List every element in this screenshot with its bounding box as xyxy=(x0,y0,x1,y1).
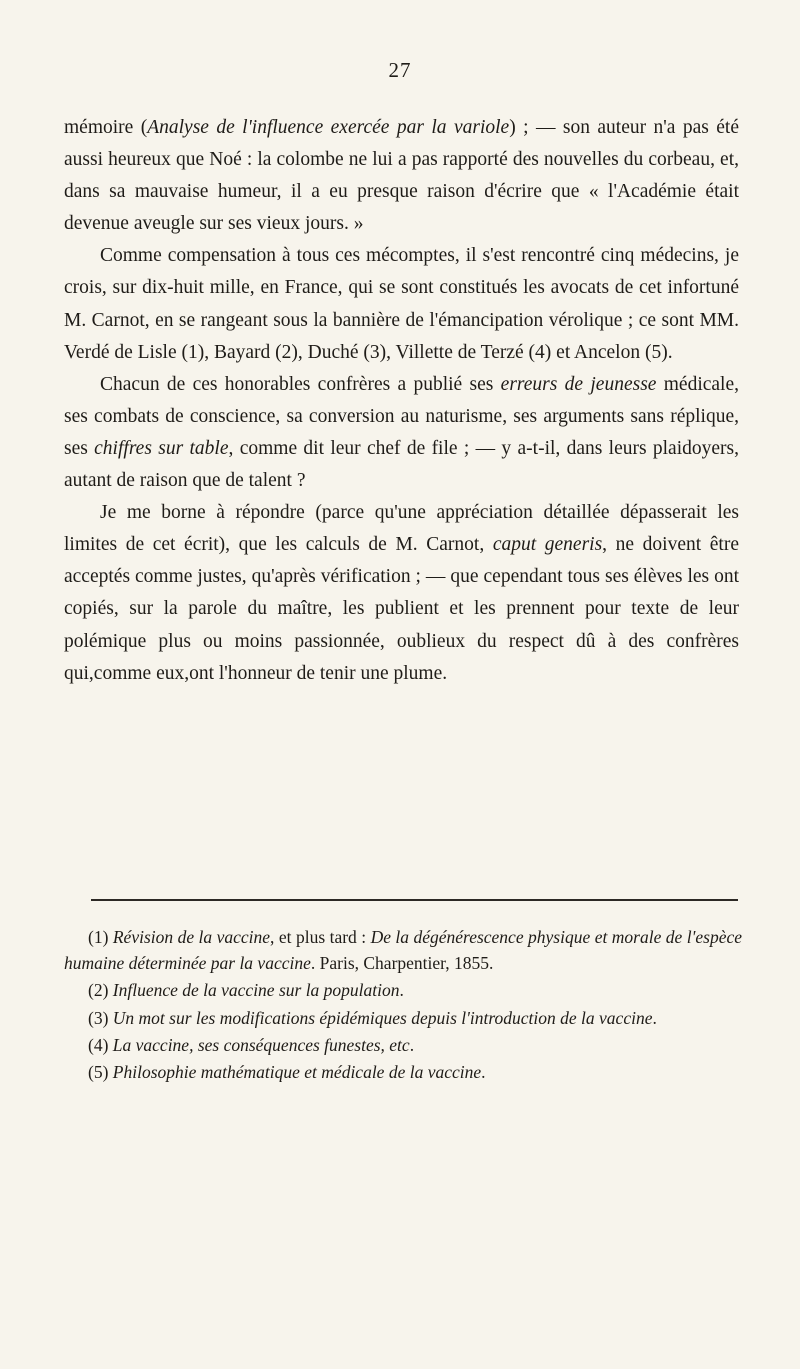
text-run: . xyxy=(399,980,404,1001)
text-run: Je me borne à répondre (parce qu'une appréciation détaillée dépasserait les limites de cet écrit), que les calculs de M. Carnot, xyxy=(64,502,739,556)
text-run: ) ; — son auteur n'a pas été aussi heureux que Noé : la colombe ne lui a pas rapporté des nouvelles du corbeau, et, dans sa mauvaise humeur, il a eu presque raison d'écrire que « l'Académie était devenue aveugle sur ses vieux jours. » xyxy=(64,117,739,235)
paragraph-3 xyxy=(64,369,739,497)
text-run: , comme dit leur chef de file ; — y a-t-il, dans leurs plaidoyers, autant de raison que de talent ? xyxy=(64,437,739,492)
emphasis: erreurs de jeunesse xyxy=(500,373,657,395)
footnote-5 xyxy=(64,1059,742,1085)
emphasis: chiffres sur table xyxy=(94,437,229,459)
footnote-2 xyxy=(64,977,742,1003)
work-title: Analyse de l'influence exercée par la variole xyxy=(147,117,510,138)
footnote-3 xyxy=(64,1005,742,1031)
paragraph-4 xyxy=(64,497,739,690)
text-run: . xyxy=(652,1007,657,1028)
footnote-marker: (5) xyxy=(88,1062,113,1083)
work-title: Un mot sur les modifications épidémiques depuis l'introduction de la vaccine xyxy=(112,1007,653,1028)
emphasis: caput generis xyxy=(492,534,603,556)
text-run: , et plus tard : xyxy=(270,927,371,947)
main-text xyxy=(64,112,739,690)
paragraph-1 xyxy=(64,112,739,240)
text-run: Comme compensation à tous ces mécomptes, il s'est rencontré cinq médecins, je crois, sur dix-huit mille, en France, qui se sont constitués les avocats de cet infortuné M. Carnot, en se rangeant sous la bannière de l'émancipation vérolique ; ce sont MM. Verdé de Lisle (1), Bayard (2), Duché (3), Villette de Terzé (4) et Ancelon (5). xyxy=(64,245,739,363)
work-title: La vaccine, ses conséquences funestes, etc xyxy=(112,1034,410,1055)
footnote-marker: (4) xyxy=(88,1034,113,1055)
work-title: Révision de la vaccine xyxy=(112,927,271,947)
text-run: . xyxy=(481,1062,486,1083)
text-run: . Paris, Charpentier, 1855. xyxy=(310,953,494,974)
work-title: Philosophie mathématique et médicale de la vaccine xyxy=(112,1062,482,1083)
footnote-1 xyxy=(64,924,742,976)
footnote-marker: (2) xyxy=(88,980,113,1001)
page-number: 27 xyxy=(388,58,412,82)
text-run: , ne doivent être acceptés comme justes, qu'après vérification ; — que cependant tous ses élèves les ont copiés, sur la parole du maître, les publient et les prennent pour texte de leur polémique plus ou moins passionnée, oublieux du respect dû à des confrères qui,comme eux,ont l'honneur de tenir une plume. xyxy=(64,534,739,684)
footnotes xyxy=(64,924,742,1086)
text-run: Chacun de ces honorables confrères a publié ses xyxy=(100,373,501,395)
text-run: médicale, ses combats de conscience, sa conversion au naturisme, ses arguments sans réplique, ses xyxy=(64,373,740,459)
work-title: Influence de la vaccine sur la population xyxy=(112,980,400,1001)
footnote-4 xyxy=(64,1032,742,1058)
paragraph-2 xyxy=(64,240,739,368)
text-run: mémoire ( xyxy=(64,117,148,138)
footnote-marker: (3) xyxy=(88,1007,113,1028)
footnote-marker: (1) xyxy=(88,927,113,947)
work-title: De la dégénérescence physique et morale de l'espèce humaine déterminée par la vaccine xyxy=(64,927,743,974)
footnote-divider xyxy=(91,899,738,901)
text-run: . xyxy=(409,1034,415,1055)
